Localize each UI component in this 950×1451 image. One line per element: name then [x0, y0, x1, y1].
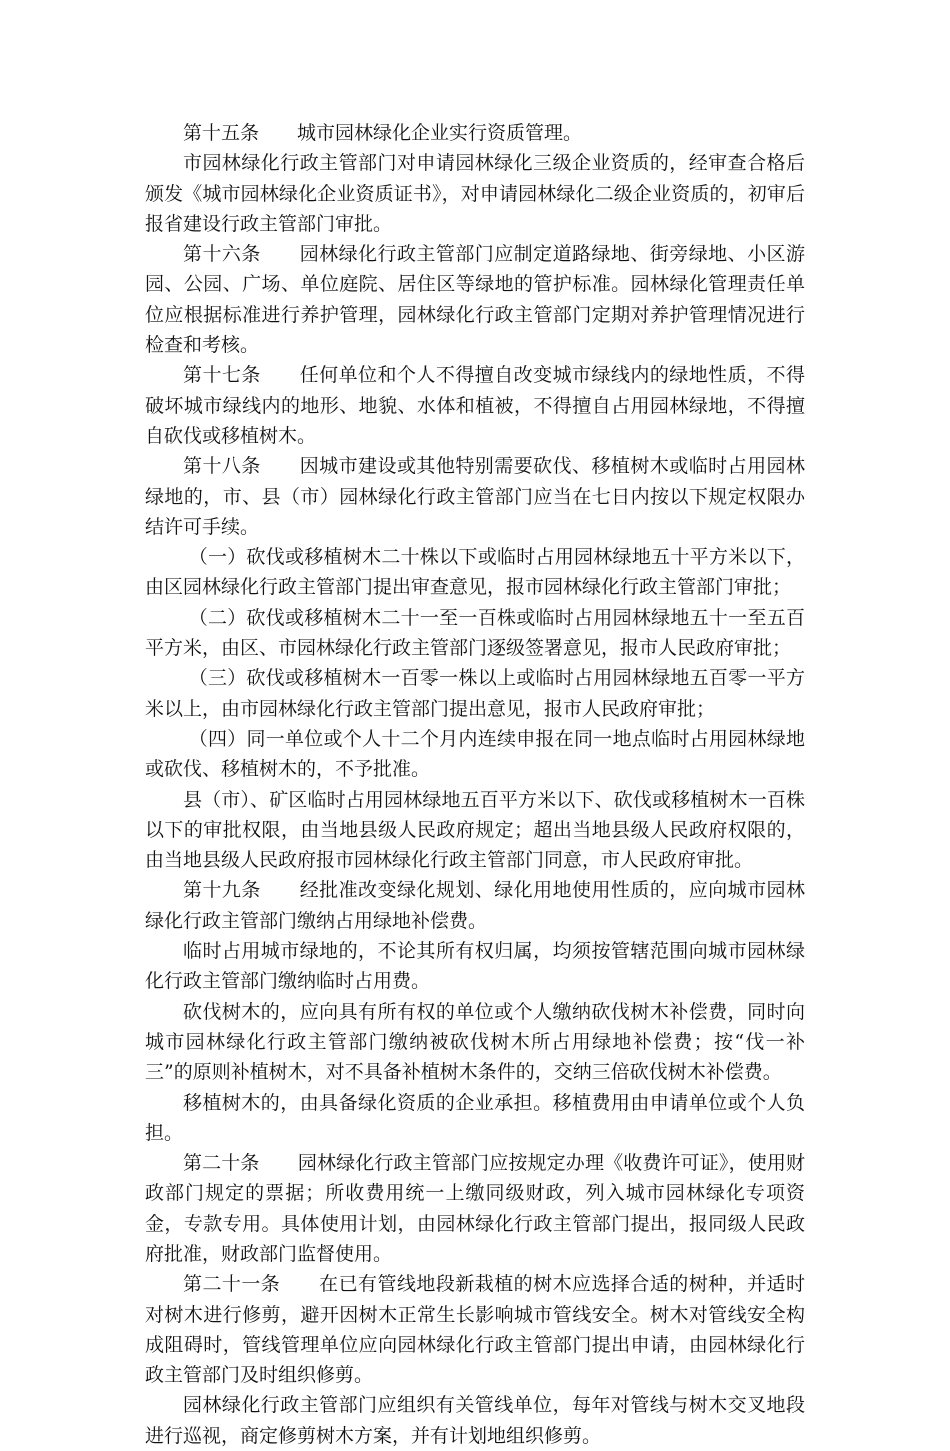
paragraph-article-20: 第二十条 园林绿化行政主管部门应按规定办理《收费许可证》，使用财政部门规定的票据；所收费用统一上缴同级财政，列入城市园林绿化专项资金，专款专用。具体使用计划，由园林绿化行政主管部门提出，报同级人民政府批准，财政部门监督使用。: [145, 1152, 805, 1265]
paragraph-article-19-temporary: 临时占用城市绿地的，不论其所有权归属，均须按管辖范围向城市园林绿化行政主管部门缴纳临时占用费。: [145, 940, 805, 993]
paragraph-article-19-felling: 砍伐树木的，应向具有所有权的单位或个人缴纳砍伐树木补偿费，同时向城市园林绿化行政主管部门缴纳被砍伐树木所占用绿地补偿费；按“伐一补三”的原则补植树木，对不具备补植树木条件的，交纳三倍砍伐树木补偿费。: [145, 1000, 805, 1084]
paragraph-article-18-item-3: （三）砍伐或移植树木一百零一株以上或临时占用园林绿地五百零一平方米以上，由市园林绿化行政主管部门提出意见，报市人民政府审批；: [145, 667, 805, 720]
paragraph-article-21: 第二十一条 在已有管线地段新栽植的树木应选择合适的树种，并适时对树木进行修剪，避开因树木正常生长影响城市管线安全。树木对管线安全构成阻碍时，管线管理单位应向园林绿化行政主管部门提出申请，由园林绿化行政主管部门及时组织修剪。: [145, 1273, 805, 1387]
paragraph-article-21-patrol: 园林绿化行政主管部门应组织有关管线单位，每年对管线与树木交叉地段进行巡视，商定修剪树木方案，并有计划地组织修剪。: [145, 1394, 805, 1447]
paragraph-article-18-county: 县（市）、矿区临时占用园林绿地五百平方米以下、砍伐或移植树木一百株以下的审批权限，由当地县级人民政府规定；超出当地县级人民政府权限的，由当地县级人民政府报市园林绿化行政主管部门同意，市人民政府审批。: [145, 788, 805, 872]
paragraph-article-16: 第十六条 园林绿化行政主管部门应制定道路绿地、街旁绿地、小区游园、公园、广场、单位庭院、居住区等绿地的管护标准。园林绿化管理责任单位应根据标准进行养护管理，园林绿化行政主管部门定期对养护管理情况进行检查和考核。: [145, 243, 805, 357]
paragraph-article-18-item-2: （二）砍伐或移植树木二十一至一百株或临时占用园林绿地五十一至五百平方米，由区、市园林绿化行政主管部门逐级签署意见，报市人民政府审批；: [145, 606, 805, 660]
document-body: [145, 118, 805, 1451]
paragraph-article-18-item-1: （一）砍伐或移植树木二十株以下或临时占用园林绿地五十平方米以下，由区园林绿化行政主管部门提出审查意见，报市园林绿化行政主管部门审批；: [145, 546, 805, 599]
paragraph-article-17: 第十七条 任何单位和个人不得擅自改变城市绿线内的绿地性质，不得破坏城市绿线内的地形、地貌、水体和植被，不得擅自占用园林绿地，不得擅自砍伐或移植树木。: [145, 364, 805, 447]
paragraph-article-18-item-4: （四）同一单位或个人十二个月内连续申报在同一地点临时占用园林绿地或砍伐、移植树木的，不予批准。: [145, 727, 805, 781]
paragraph-article-15: 第十五条 城市园林绿化企业实行资质管理。: [183, 122, 583, 144]
paragraph-article-15-detail: 市园林绿化行政主管部门对申请园林绿化三级企业资质的，经审查合格后颁发《城市园林绿化企业资质证书》，对申请园林绿化二级企业资质的，初审后报省建设行政主管部门审批。: [145, 152, 805, 235]
paragraph-article-18: 第十八条 因城市建设或其他特别需要砍伐、移植树木或临时占用园林绿地的，市、县（市）园林绿化行政主管部门应当在七日内按以下规定权限办结许可手续。: [145, 455, 805, 538]
paragraph-article-19: 第十九条 经批准改变绿化规划、绿化用地使用性质的，应向城市园林绿化行政主管部门缴纳占用绿地补偿费。: [145, 879, 805, 932]
paragraph-article-19-transplant: 移植树木的，由具备绿化资质的企业承担。移植费用由申请单位或个人负担。: [145, 1091, 805, 1144]
